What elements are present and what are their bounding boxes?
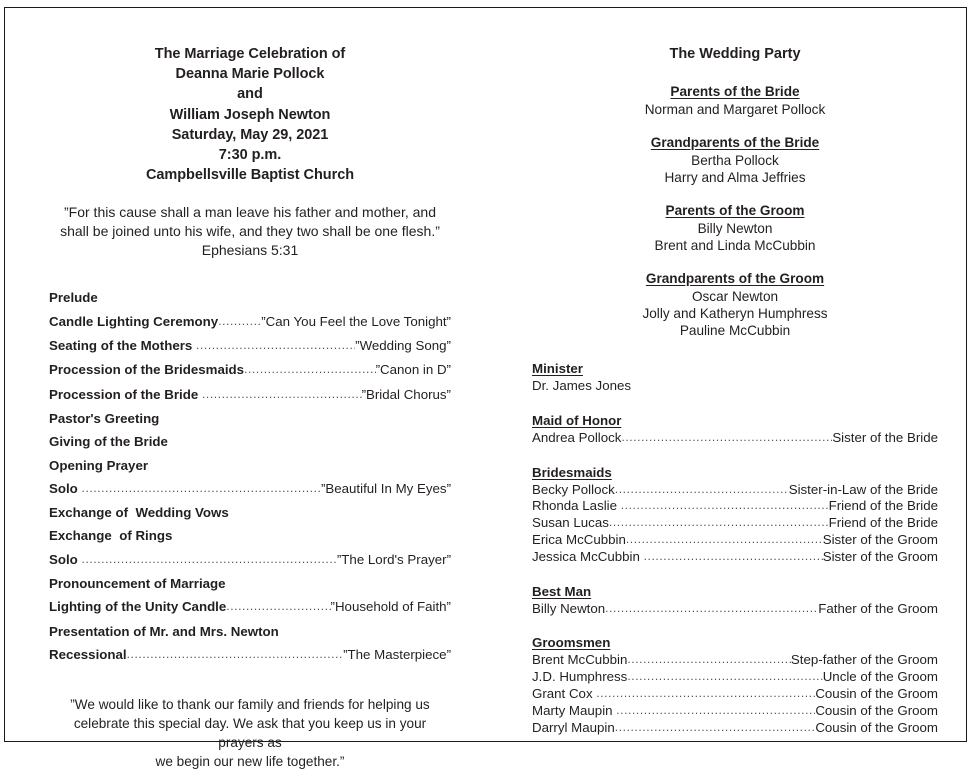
- program-row: [49, 334, 451, 358]
- program-columns: [5, 8, 966, 770]
- role-heading-wrap: [532, 633, 938, 652]
- family-heading: Grandparents of the Bride: [650, 135, 820, 150]
- family-member-name: Brent and Linda McCubbin: [654, 238, 816, 253]
- role-person-name: Becky Pollock: [532, 481, 615, 497]
- role-relation: Cousin of the Groom: [815, 702, 938, 718]
- program-row: [49, 286, 451, 309]
- family-member-name: Pauline McCubbin: [679, 323, 791, 338]
- role-row: [532, 378, 938, 395]
- closing-line-3: we begin our new life together.”: [155, 754, 345, 770]
- closing-line-1: ”We would like to thank our family and friends for helping us: [70, 697, 430, 713]
- role-heading-wrap: [532, 359, 938, 378]
- role-person-name: Jessica McCubbin: [532, 548, 644, 564]
- dot-leader: [621, 497, 829, 514]
- program-row: [49, 501, 451, 524]
- role-group: [532, 359, 938, 395]
- family-member-name: Bertha Pollock: [691, 153, 779, 168]
- role-row: [532, 703, 938, 720]
- program-item-label: Candle Lighting Ceremony: [49, 313, 219, 329]
- program-item-music: ”Wedding Song”: [355, 338, 451, 354]
- role-row: [532, 532, 938, 549]
- program-item-label: Exchange of Wedding Vows: [49, 505, 229, 521]
- family-member-name: Norman and Margaret Pollock: [644, 102, 826, 117]
- family-member-name: Billy Newton: [697, 221, 773, 236]
- role-heading-wrap: [532, 463, 938, 482]
- role-heading: Maid of Honor: [532, 412, 622, 428]
- program-row: [49, 430, 451, 453]
- ceremony-column: [49, 44, 451, 771]
- program-item-label: Procession of the Bride: [49, 386, 202, 402]
- role-relation: Sister-in-Law of the Bride: [788, 481, 938, 497]
- ceremony-header: [49, 44, 451, 185]
- dot-leader: [196, 334, 355, 357]
- dot-leader: [605, 600, 818, 617]
- family-heading: Parents of the Groom: [665, 203, 805, 218]
- role-person-name: Rhonda Laslie: [532, 498, 621, 514]
- program-row: [49, 407, 451, 430]
- dot-leader: [609, 514, 829, 531]
- role-row: [532, 669, 938, 686]
- program-item-music: ”Beautiful In My Eyes”: [320, 480, 451, 496]
- program-page: [4, 7, 967, 770]
- program-row: [49, 548, 451, 572]
- family-member-name: Harry and Alma Jeffries: [664, 170, 806, 185]
- program-item-label: Solo: [49, 551, 82, 567]
- ceremony-header-line: The Marriage Celebration of: [154, 46, 346, 62]
- program-row: [49, 595, 451, 619]
- role-row: [532, 720, 938, 737]
- ceremony-header-line: William Joseph Newton: [169, 106, 331, 123]
- role-row: [532, 652, 938, 669]
- program-row: [49, 454, 451, 477]
- program-item-label: Recessional: [49, 646, 127, 662]
- dot-leader: [626, 531, 823, 548]
- program-row: [49, 524, 451, 547]
- ceremony-header-line: Deanna Marie Pollock: [175, 66, 325, 83]
- family-heading: Grandparents of the Groom: [645, 271, 825, 286]
- role-person-name: Grant Cox: [532, 685, 597, 701]
- dot-leader: [202, 383, 362, 406]
- role-relation: Father of the Groom: [818, 600, 938, 616]
- role-heading: Groomsmen: [532, 635, 611, 651]
- program-item-label: Presentation of Mr. and Mrs. Newton: [49, 623, 279, 639]
- scripture-quote: [49, 203, 451, 260]
- wedding-party-column: [532, 44, 938, 752]
- dot-leader: [218, 310, 261, 333]
- role-person-name: Marty Maupin: [532, 702, 617, 718]
- scripture-line-1: ”For this cause shall a man leave his father and mother, and: [64, 204, 436, 221]
- family-group: [532, 201, 938, 254]
- program-item-label: Pastor's Greeting: [49, 410, 160, 426]
- program-item-label: Prelude: [49, 290, 98, 306]
- program-item-label: Procession of the Bridesmaids: [49, 362, 245, 378]
- role-relation: Sister of the Bride: [832, 429, 938, 445]
- dot-leader: [644, 548, 823, 565]
- role-group: [532, 633, 938, 736]
- program-row: [49, 572, 451, 595]
- dot-leader: [244, 358, 376, 381]
- role-relation: Step-father of the Groom: [790, 652, 938, 668]
- dot-leader: [621, 429, 832, 446]
- role-heading: Bridesmaids: [532, 464, 612, 480]
- role-row: [532, 498, 938, 515]
- program-item-label: Giving of the Bride: [49, 434, 168, 450]
- role-person-name: Dr. James Jones: [532, 378, 632, 393]
- program-item-label: Opening Prayer: [49, 457, 149, 473]
- program-row: [49, 643, 451, 667]
- program-item-music: ”The Lord's Prayer”: [336, 551, 451, 567]
- role-person-name: Billy Newton: [532, 600, 606, 616]
- program-item-music: ”Can You Feel the Love Tonight”: [261, 313, 451, 329]
- role-person-name: J.D. Humphress: [532, 669, 628, 685]
- program-item-music: ”Canon in D”: [375, 362, 451, 378]
- role-row: [532, 482, 938, 499]
- program-row: [49, 477, 451, 501]
- family-group: [532, 82, 938, 118]
- role-relation: Friend of the Bride: [828, 498, 938, 514]
- ceremony-header-line: and: [237, 86, 263, 103]
- role-group: [532, 411, 938, 447]
- dot-leader: [615, 481, 789, 498]
- family-heading: Parents of the Bride: [670, 84, 800, 99]
- program-item-label: Exchange of Rings: [49, 528, 173, 544]
- ceremony-header-line: 7:30 p.m.: [218, 147, 282, 164]
- program-row: [49, 620, 451, 643]
- family-group: [532, 133, 938, 186]
- role-row: [532, 430, 938, 447]
- dot-leader: [127, 643, 344, 666]
- role-row: [532, 601, 938, 618]
- role-row: [532, 549, 938, 566]
- role-person-name: Erica McCubbin: [532, 531, 626, 547]
- program-item-music: ”Household of Faith”: [330, 599, 451, 615]
- order-of-service-list: [49, 286, 451, 667]
- role-groups: [532, 359, 938, 736]
- scripture-reference: Ephesians 5:31: [201, 242, 299, 259]
- program-item-label: Solo: [49, 480, 82, 496]
- dot-leader: [616, 702, 815, 719]
- dot-leader: [596, 685, 815, 702]
- wedding-party-title: The Wedding Party: [669, 46, 801, 62]
- role-group: [532, 582, 938, 618]
- family-group: [532, 269, 938, 339]
- program-item-music: ”The Masterpiece”: [343, 646, 451, 662]
- dot-leader: [627, 668, 822, 685]
- role-relation: Sister of the Groom: [822, 531, 938, 547]
- role-person-name: Andrea Pollock: [532, 429, 622, 445]
- role-relation: Cousin of the Groom: [815, 685, 938, 701]
- role-person-name: Susan Lucas: [532, 515, 609, 531]
- role-relation: Cousin of the Groom: [815, 719, 938, 735]
- role-person-name: Brent McCubbin: [532, 652, 628, 668]
- dot-leader: [82, 548, 337, 571]
- program-row: [49, 358, 451, 382]
- role-relation: Uncle of the Groom: [822, 669, 938, 685]
- ceremony-header-line: Campbellsville Baptist Church: [145, 167, 355, 184]
- program-item-music: ”Bridal Chorus”: [361, 386, 451, 402]
- dot-leader: [82, 477, 321, 500]
- program-row: [49, 310, 451, 334]
- closing-line-2: celebrate this special day. We ask that you keep us in your prayers as: [73, 716, 427, 751]
- program-item-label: Pronouncement of Marriage: [49, 575, 226, 591]
- family-member-name: Jolly and Katheryn Humphress: [642, 306, 828, 321]
- role-heading-wrap: [532, 411, 938, 430]
- program-item-label: Lighting of the Unity Candle: [49, 599, 227, 615]
- program-row: [49, 383, 451, 407]
- dot-leader: [226, 595, 330, 618]
- family-groups: [532, 82, 938, 339]
- role-person-name: Darryl Maupin: [532, 719, 615, 735]
- role-heading-wrap: [532, 582, 938, 601]
- ceremony-header-line: Saturday, May 29, 2021: [171, 126, 329, 143]
- role-group: [532, 463, 938, 566]
- role-heading: Minister: [532, 361, 583, 376]
- role-row: [532, 515, 938, 532]
- program-item-label: Seating of the Mothers: [49, 338, 197, 354]
- role-relation: Sister of the Groom: [822, 548, 938, 564]
- dot-leader: [615, 719, 816, 736]
- closing-note: [49, 695, 451, 771]
- scripture-line-2: shall be joined unto his wife, and they two shall be one flesh.”: [60, 223, 440, 240]
- family-member-name: Oscar Newton: [691, 289, 779, 304]
- role-row: [532, 686, 938, 703]
- dot-leader: [627, 651, 791, 668]
- role-relation: Friend of the Bride: [828, 515, 938, 531]
- role-heading: Best Man: [532, 583, 592, 599]
